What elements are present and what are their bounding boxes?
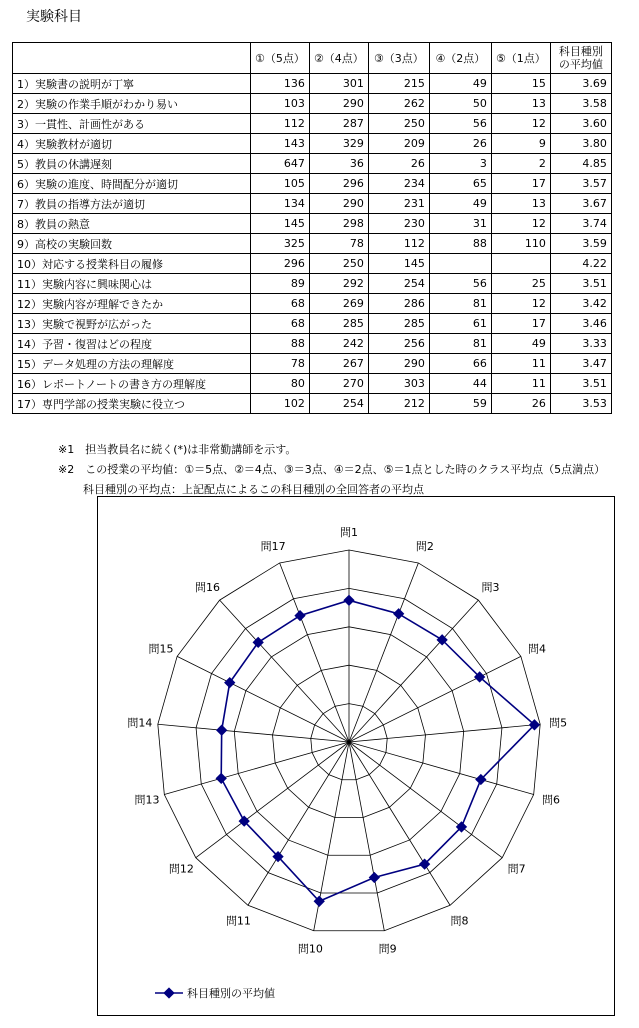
table-cell: 3.59 [550, 234, 611, 254]
table-header-cell: 科目種別の平均値 [550, 43, 611, 74]
radar-axis-label: 問3 [481, 580, 500, 594]
radar-spoke [220, 600, 349, 742]
table-row [13, 74, 612, 94]
table-row-label: 9）高校の実験回数 [13, 234, 251, 254]
table-cell: 13 [491, 194, 550, 214]
table-cell: 81 [429, 294, 491, 314]
table-cell: 285 [309, 314, 368, 334]
radar-spoke [349, 724, 540, 742]
radar-axis-label: 問7 [507, 862, 526, 876]
evaluation-table [12, 42, 612, 414]
footnote-3: 科目種別の平均点：上記配点によるこの科目種別の全回答者の平均点 [83, 483, 424, 496]
table-cell: 287 [309, 114, 368, 134]
table-header-row [13, 43, 612, 74]
table-row-label: 13）実験で視野が広がった [13, 314, 251, 334]
table-row-label: 10）対応する授業科目の履修 [13, 254, 251, 274]
radar-series-line [221, 600, 534, 901]
table-cell: 78 [309, 234, 368, 254]
page-title: 実験科目 [26, 9, 82, 25]
table-cell: 3 [429, 154, 491, 174]
radar-axis-label: 問6 [541, 793, 560, 807]
table-cell: 250 [309, 254, 368, 274]
table-cell: 292 [309, 274, 368, 294]
table-cell [429, 254, 491, 274]
table-cell: 3.80 [550, 134, 611, 154]
radar-axis-label: 問10 [297, 942, 323, 956]
table-cell: 2 [491, 154, 550, 174]
table-cell: 26 [368, 154, 429, 174]
radar-spoke [177, 656, 349, 742]
table-cell: 36 [309, 154, 368, 174]
table-cell: 4.22 [550, 254, 611, 274]
table-row-label: 16）レポートノートの書き方の理解度 [13, 374, 251, 394]
table-cell: 230 [368, 214, 429, 234]
table-cell: 290 [368, 354, 429, 374]
table-header-cell: ③（3点） [368, 43, 429, 74]
table-row-label: 7）教員の指導方法が適切 [13, 194, 251, 214]
table-row-label: 4）実験教材が適切 [13, 134, 251, 154]
table-cell: 88 [251, 334, 310, 354]
radar-data-point [369, 872, 380, 883]
radar-data-point [216, 725, 227, 736]
radar-spoke [349, 656, 521, 742]
table-cell: 81 [429, 334, 491, 354]
table-row [13, 374, 612, 394]
table-cell: 61 [429, 314, 491, 334]
table-row-label: 17）専門学部の授業実験に役立つ [13, 394, 251, 414]
table-row [13, 334, 612, 354]
table-cell: 647 [251, 154, 310, 174]
radar-axis-label: 問1 [340, 526, 358, 539]
table-cell: 209 [368, 134, 429, 154]
table-cell: 49 [429, 194, 491, 214]
table-cell: 31 [429, 214, 491, 234]
table-cell: 50 [429, 94, 491, 114]
table-cell: 17 [491, 174, 550, 194]
table-cell: 3.53 [550, 394, 611, 414]
table-row-label: 15）データ処理の方法の理解度 [13, 354, 251, 374]
table-cell: 136 [251, 74, 310, 94]
footnote-2: ※2 この授業の平均値：①＝5点、②＝4点、③＝3点、④＝2点、⑤＝1点とした時のクラス平均点（5点満点） [58, 463, 606, 476]
table-cell: 4.85 [550, 154, 611, 174]
radar-axis-label: 問12 [168, 862, 194, 876]
radar-data-point [393, 608, 404, 619]
table-cell: 56 [429, 274, 491, 294]
table-header-cell: ⑤（1点） [491, 43, 550, 74]
table-cell: 285 [368, 314, 429, 334]
table-cell: 290 [309, 94, 368, 114]
table-row-label: 11）実験内容に興味関心は [13, 274, 251, 294]
table-row-label: 1）実験書の説明が丁寧 [13, 74, 251, 94]
table-cell: 25 [491, 274, 550, 294]
table-cell: 13 [491, 94, 550, 114]
radar-axis-label: 問13 [134, 793, 160, 807]
table-cell: 49 [429, 74, 491, 94]
table-cell: 15 [491, 74, 550, 94]
table-cell: 234 [368, 174, 429, 194]
table-cell: 296 [309, 174, 368, 194]
table-cell: 11 [491, 354, 550, 374]
table-cell: 303 [368, 374, 429, 394]
table-cell: 9 [491, 134, 550, 154]
table-cell: 267 [309, 354, 368, 374]
radar-data-point [294, 610, 305, 621]
table-row [13, 174, 612, 194]
table-cell: 26 [491, 394, 550, 414]
table-cell: 212 [368, 394, 429, 414]
table-cell: 3.51 [550, 274, 611, 294]
table-cell [491, 254, 550, 274]
table-row [13, 234, 612, 254]
table-cell: 17 [491, 314, 550, 334]
table-cell: 3.69 [550, 74, 611, 94]
table-cell: 66 [429, 354, 491, 374]
table-cell: 145 [251, 214, 310, 234]
table-row [13, 94, 612, 114]
table-row [13, 274, 612, 294]
table-row-label: 2）実験の作業手順がわかり易い [13, 94, 251, 114]
table-cell: 215 [368, 74, 429, 94]
footnote-1: ※1 担当教員名に続く(*)は非常勤講師を示す。 [58, 443, 297, 456]
table-cell: 12 [491, 114, 550, 134]
radar-axis-label: 問4 [527, 642, 546, 656]
radar-axis-label: 問15 [148, 642, 174, 656]
table-cell: 269 [309, 294, 368, 314]
table-row-label: 6）実験の進度、時間配分が適切 [13, 174, 251, 194]
radar-spoke [280, 563, 349, 742]
table-cell: 254 [309, 394, 368, 414]
table-row-label: 8）教員の熱意 [13, 214, 251, 234]
table-cell: 296 [251, 254, 310, 274]
table-row-label: 3）一貫性、計画性がある [13, 114, 251, 134]
radar-data-point [216, 773, 227, 784]
table-row [13, 114, 612, 134]
table-cell: 68 [251, 294, 310, 314]
table-cell: 65 [429, 174, 491, 194]
table-cell: 26 [429, 134, 491, 154]
table-cell: 44 [429, 374, 491, 394]
table-cell: 105 [251, 174, 310, 194]
legend-label: 科目種別の平均値 [187, 987, 275, 1000]
table-cell: 78 [251, 354, 310, 374]
table-cell: 102 [251, 394, 310, 414]
table-cell: 3.58 [550, 94, 611, 114]
table-header-cell: ①（5点） [251, 43, 310, 74]
table-cell: 59 [429, 394, 491, 414]
table-cell: 56 [429, 114, 491, 134]
table-cell: 3.57 [550, 174, 611, 194]
table-cell: 134 [251, 194, 310, 214]
table-cell: 49 [491, 334, 550, 354]
table-header-cell [13, 43, 251, 74]
radar-axis-label: 問5 [549, 716, 568, 730]
table-cell: 110 [491, 234, 550, 254]
table-cell: 3.74 [550, 214, 611, 234]
table-cell: 298 [309, 214, 368, 234]
radar-spoke [349, 742, 502, 858]
table-row [13, 394, 612, 414]
table-row [13, 314, 612, 334]
table-cell: 290 [309, 194, 368, 214]
radar-axis-label: 問16 [195, 580, 221, 594]
table-cell: 103 [251, 94, 310, 114]
table-cell: 112 [251, 114, 310, 134]
table-cell: 143 [251, 134, 310, 154]
radar-axis-label: 問9 [378, 942, 397, 956]
table-cell: 3.46 [550, 314, 611, 334]
table-cell: 301 [309, 74, 368, 94]
radar-spoke [349, 600, 478, 742]
table-row [13, 354, 612, 374]
radar-spoke [158, 724, 349, 742]
radar-data-point [343, 595, 354, 606]
table-cell: 286 [368, 294, 429, 314]
table-cell: 270 [309, 374, 368, 394]
table-cell: 325 [251, 234, 310, 254]
table-cell: 88 [429, 234, 491, 254]
table-cell: 242 [309, 334, 368, 354]
radar-axis-label: 問8 [450, 914, 469, 928]
radar-data-point [224, 677, 235, 688]
table-cell: 3.47 [550, 354, 611, 374]
table-cell: 329 [309, 134, 368, 154]
table-row [13, 294, 612, 314]
table-row-label: 12）実験内容が理解できたか [13, 294, 251, 314]
table-header-cell: ②（4点） [309, 43, 368, 74]
table-cell: 80 [251, 374, 310, 394]
table-cell: 89 [251, 274, 310, 294]
table-cell: 11 [491, 374, 550, 394]
table-cell: 145 [368, 254, 429, 274]
radar-axis-label: 問2 [415, 540, 434, 554]
table-row-label: 5）教員の休講遅刻 [13, 154, 251, 174]
table-cell: 262 [368, 94, 429, 114]
legend-marker [163, 987, 174, 998]
table-cell: 12 [491, 214, 550, 234]
table-cell: 250 [368, 114, 429, 134]
table-cell: 3.60 [550, 114, 611, 134]
radar-spoke [196, 742, 349, 858]
table-row [13, 194, 612, 214]
table-cell: 68 [251, 314, 310, 334]
table-cell: 112 [368, 234, 429, 254]
table-cell: 231 [368, 194, 429, 214]
radar-chart [97, 496, 615, 1016]
table-row-label: 14）予習・復習はどの程度 [13, 334, 251, 354]
table-cell: 3.42 [550, 294, 611, 314]
table-header-cell: ④（2点） [429, 43, 491, 74]
table-cell: 256 [368, 334, 429, 354]
radar-spoke [349, 563, 418, 742]
table-row [13, 154, 612, 174]
radar-axis-label: 問14 [127, 716, 153, 730]
table-cell: 12 [491, 294, 550, 314]
radar-axis-label: 問17 [260, 540, 286, 554]
table-row [13, 254, 612, 274]
table-cell: 3.33 [550, 334, 611, 354]
table-cell: 3.51 [550, 374, 611, 394]
radar-axis-label: 問11 [225, 914, 251, 928]
table-cell: 254 [368, 274, 429, 294]
table-row [13, 214, 612, 234]
table-cell: 3.67 [550, 194, 611, 214]
table-row [13, 134, 612, 154]
